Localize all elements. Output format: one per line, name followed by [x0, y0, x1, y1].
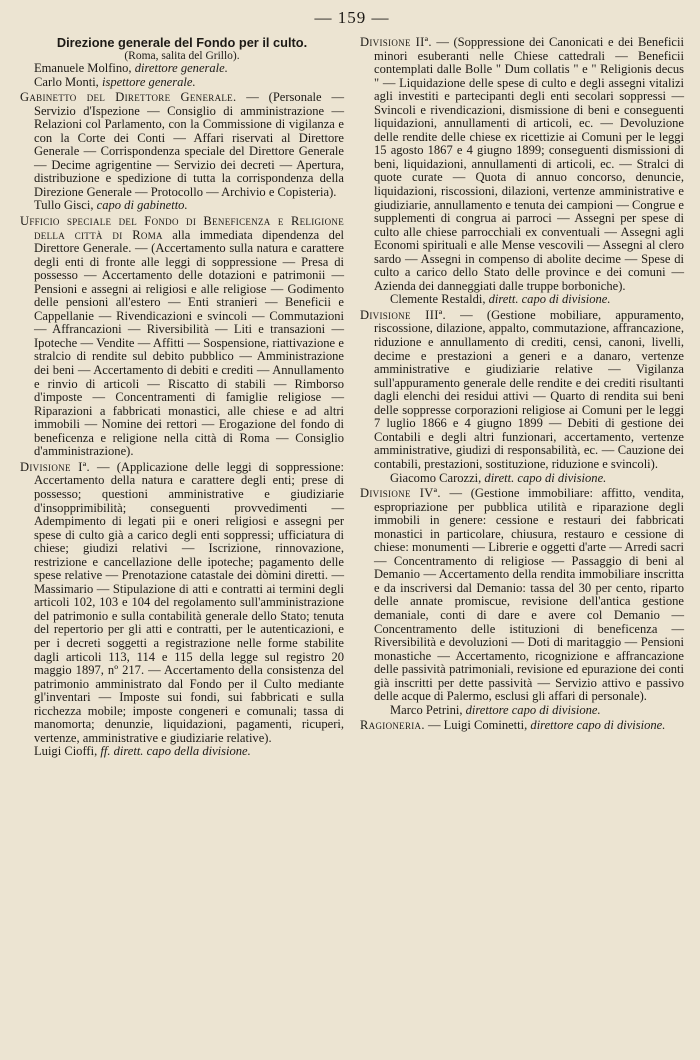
- official-name: Emanuele Molfino,: [34, 61, 132, 75]
- division-3-text: — (Gestione mobiliare, appuramento, riscossione, dilazione, appalto, commutazione, affrancazione, riduzione e annullamento di crediti, censi, canoni, livelli, decime e prestazioni a generi e a danaro, vertenze amministrative e giudiziarie relative — Vigilanza sull'appuramento generale delle rendite e dei crediti risultanti dagli elenchi dei residui attivi — Quarto di rendita sui beni delle soppresse corporazioni religiose ai Comuni per le leggi 7 luglio 1866 e 4 giugno 1899 — Debiti di gestione dei Contabili e degli altri funzionari, accertamento, vertenze amministrative, giudizi di responsabilità, ec. — Cauzione dei contabili, prestazioni, sostituzione, riduzione e svincoli).: [374, 307, 684, 471]
- person-name: Marco Petrini,: [390, 702, 463, 717]
- division-2-entry: [360, 36, 684, 293]
- section-title: Direzione generale del Fondo per il culto.: [56, 35, 308, 50]
- ufficio-entry: [20, 215, 344, 459]
- person-role: direttore capo di divisione.: [465, 702, 601, 717]
- division-1-text: — (Applicazione delle leggi di soppressione: Accertamento della natura e carattere degli enti; prese di possesso; questioni amministrative e giudiziarie d'insopprimibilità; conseguenti provvedimenti — Adempimento di legati pii e oneri religiosi e assegni per spese di culto già a carico degli enti soppressi; ufficiatura di chiese; giudizi relativi — Iscrizione, rinnovazione, restrizione e cancellazione delle ipoteche; pagamento delle spese relative — Prenotazione catastale dei dòmini diretti. — Massimario — Stipulazione di atti e contratti ai termini degli articoli 102, 103 e 104 del regolamento sull'amministrazione del patrimonio e sulla contabilità generale dello Stato; tenuta del repertorio per gli atti e contratti, per le autenticazioni, e per i decreti soggetti a registrazione nelle forme stabilite dagli articoli 113, 114 e 115 della legge sul registro 20 maggio 1897, nº 217. — Accertamento della consistenza del patrimonio amministrato dal Fondo per il Culto mediante gl'inventari — Imposte sui fondi, sui fabbricati e sulla ricchezza mobile; imposte congeneri e comunali; tassa di manomorta; denunzie, liquidazioni, pagamenti, ricuperi, vertenze, amministrative e giudiziarie relative).: [34, 459, 344, 745]
- ufficio-heading: Ufficio speciale del Fondo di Beneficenza e Religione della città di Roma: [20, 214, 344, 242]
- official-entry: [20, 76, 344, 90]
- division-3-person: [360, 472, 684, 486]
- section-address: (Roma, salita del Grillo).: [124, 50, 240, 62]
- right-column: [360, 36, 684, 759]
- ragioneria-heading: Ragioneria.: [360, 718, 425, 733]
- gabinetto-text: — (Personale — Servizio d'Ispezione — Consiglio di amministrazione — Relazioni col Parlamento, con la Commissione di vigilanza e con la Corte dei Conti — Affari riservati al Direttore Generale — Corrispondenza speciale del Direttore Generale — Decime agrigentine — Servizio dei decreti — Apertura, distribuzione e spedizione di tutta la corrispondenza della Direzione Generale — Protocollo — Archivio e Copisteria).: [34, 90, 344, 199]
- division-2-heading: Divisione IIª.: [360, 35, 432, 49]
- person-role: ff. dirett. capo della divisione.: [100, 744, 251, 759]
- division-4-entry: [360, 487, 684, 704]
- person-name: Luigi Cioffi,: [34, 744, 98, 759]
- person-role: capo di gabinetto.: [96, 198, 188, 213]
- person-role: dirett. capo di divisione.: [484, 470, 607, 485]
- division-3-heading: Divisione IIIª.: [360, 307, 446, 322]
- official-entry: [20, 62, 344, 76]
- division-1-person: [20, 745, 344, 759]
- official-role: ispettore generale.: [101, 74, 196, 89]
- division-2-text: — (Soppressione dei Canonicati e dei Beneficii minori esuberanti nelle Chiese cattedrali — Beneficii contemplati dalle Bolle " Dum collatis " e " Religionis decus " — Liquidazione delle spese di culto e degli assegni vitalizi agli investiti e partecipanti degli enti secolari soppressi — Svincoli e rivendicazioni, dismissione di beni e conseguenti liquidazioni, annullamenti di articoli, ec. — Devoluzione delle rendite delle chiese ex ricettizie ai Comuni per le leggi 15 agosto 1867 e 4 giugno 1899; conseguenti dismissioni di beni, liquidazioni, annullamenti di articoli, ec. — Stralci di quote curate — Quota di annuo concorso, denuncie, liquidazioni, riscossioni, dilazioni, vertenze amministrative e giudiziarie, annullamento e tenuta dei campioni — Congrue e supplementi di congrua ai parroci — Assegni per spese di culto alle chiese parrocchiali ex conventuali — Assegni agli Economi spirituali e alle Mense vescovili — Assegni al clero sardo — Assegni in compenso di abolite decime — Spese di culto a carico dello Stato delle province e dei comuni — Azienda dei danneggiati dalle truppe borboniche).: [374, 35, 684, 293]
- two-column-body: [20, 36, 684, 759]
- left-column: [20, 36, 344, 759]
- official-name: Carlo Monti,: [34, 74, 99, 89]
- division-2-person: [360, 293, 684, 307]
- division-1-entry: [20, 461, 344, 745]
- gabinetto-heading: Gabinetto del Direttore Generale.: [20, 90, 237, 105]
- page-number: — 159 —: [314, 8, 390, 27]
- person-name: Clemente Restaldi,: [390, 292, 486, 307]
- person-name: Giacomo Carozzi,: [390, 470, 482, 485]
- ragioneria-role: direttore capo di divisione.: [530, 718, 666, 733]
- division-4-person: [360, 704, 684, 718]
- official-role: direttore generale.: [134, 61, 228, 75]
- person-role: dirett. capo di divisione.: [488, 292, 611, 307]
- ragioneria-entry: [360, 719, 684, 733]
- ragioneria-text: — Luigi Cominetti,: [424, 718, 528, 733]
- person-name: Tullo Gisci,: [34, 198, 94, 213]
- division-4-text: — (Gestione immobiliare: affitto, vendita, espropriazione per pubblica utilità e riparazione degli immobili in genere: cessione e restauri dei fabbricati monastici in particolare, chiusura, restauro e cessione di chiese: monumenti — Librerie e oggetti d'arte — Arredi sacri — Concentramento di religiose — Passaggio di beni al Demanio — Accertamento della rendita immobiliare inscritta e da inscriversi dal Demanio: tassa del 30 per cento, riparto delle annate promiscue, revisione dell'antica gestione demaniale, conti di dare e avere col Demanio — Concentramento delle istituzioni di beneficenza — Riversibilità e devoluzioni — Doti di maritaggio — Pensioni monastiche — Accertamento, ricognizione e affrancazione delle passività patrimoniali, revisione ed epurazione dei conti già inscritti per dette passività — Servizio attivo e passivo delle acque di Palermo, esclusi gli affari di personale).: [374, 486, 684, 704]
- gabinetto-entry: [20, 91, 344, 199]
- division-3-entry: [360, 309, 684, 472]
- division-4-heading: Divisione IVª.: [360, 486, 441, 501]
- division-1-heading: Divisione Iª.: [20, 459, 90, 474]
- gabinetto-person: [20, 199, 344, 213]
- ufficio-text: alla immediata dipendenza del Direttore Generale. — (Accertamento sulla natura e carattere degli enti di fronte alle leggi di soppressione — Presa di possesso — Accertamento delle dotazioni e patrimonii — Pensioni e assegni ai religiosi e alle religiose — Godimento delle pensioni all'estero — Enti stranieri — Beneficii e Cappellanie — Rivendicazioni e svincoli — Commutazioni — Affrancazioni — Riversibilità — Liti e transazioni — Ipoteche — Vendite — Affitti — Sospensione, riattivazione e stralcio di rendite sul debito pubblico — Amministrazione dei beni — Accertamento di debiti e crediti — Annullamento e rinvio di articoli — Riscatto di stabili — Rimborso d'imposte — Concentramenti di famiglie religiose — Riparazioni a fabbricati monastici, alle chiese e ad altri immobili — Nomine dei rettori — Erogazione del fondo di beneficenza e religione nella città di Roma — Consiglio d'amministrazione).: [34, 227, 344, 459]
